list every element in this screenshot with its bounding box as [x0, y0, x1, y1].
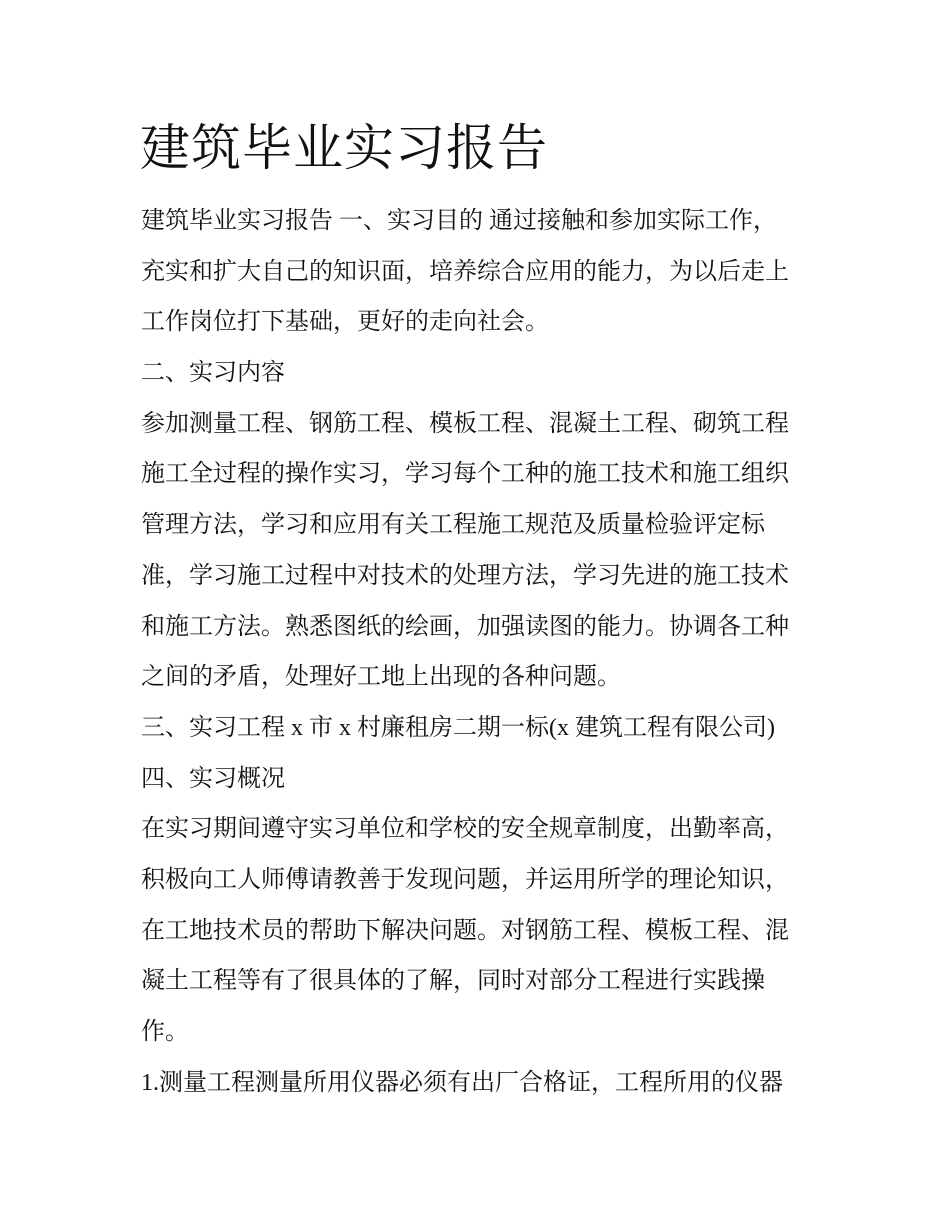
text-line: 充实和扩大自己的知识面，培养综合应用的能力，为以后走上 [141, 258, 789, 285]
text-line: 作。 [141, 1019, 189, 1045]
text-line: 在工地技术员的帮助下解决问题。对钢筋工程、模板工程、混 [141, 917, 789, 944]
document-body [141, 196, 821, 1108]
section-heading: 四、实习概况 [141, 765, 285, 792]
text-line: 在实习期间遵守实习单位和学校的安全规章制度，出勤率高， [141, 816, 789, 843]
text-line: 之间的矛盾，处理好工地上出现的各种问题。 [141, 664, 621, 691]
text-line: 管理方法，学习和应用有关工程施工规范及质量检验评定标 [141, 512, 765, 539]
document-title: 建筑毕业实习报告 [140, 120, 548, 176]
text-line: 建筑毕业实习报告 一、实习目的 通过接触和参加实际工作， [141, 208, 777, 234]
text-line: 1.测量工程测量所用仪器必须有出厂合格证，工程所用的仪器 [141, 1069, 783, 1096]
text-line: 工作岗位打下基础，更好的走向社会。 [141, 309, 549, 336]
text-line: 施工全过程的操作实习，学习每个工种的施工技术和施工组织 [141, 461, 789, 488]
text-line: 积极向工人师傅请教善于发现问题，并运用所学的理论知识， [141, 866, 789, 893]
section-heading: 三、实习工程 x 市 x 村廉租房二期一标(x 建筑工程有限公司) [141, 714, 775, 741]
text-line: 参加测量工程、钢筋工程、模板工程、混凝土工程、砌筑工程 [141, 410, 789, 437]
section-heading: 二、实习内容 [141, 360, 285, 387]
text-line: 准，学习施工过程中对技术的处理方法，学习先进的施工技术 [141, 562, 789, 589]
text-line: 凝土工程等有了很具体的了解，同时对部分工程进行实践操 [141, 968, 765, 995]
text-line: 和施工方法。熟悉图纸的绘画，加强读图的能力。协调各工种 [141, 613, 789, 640]
